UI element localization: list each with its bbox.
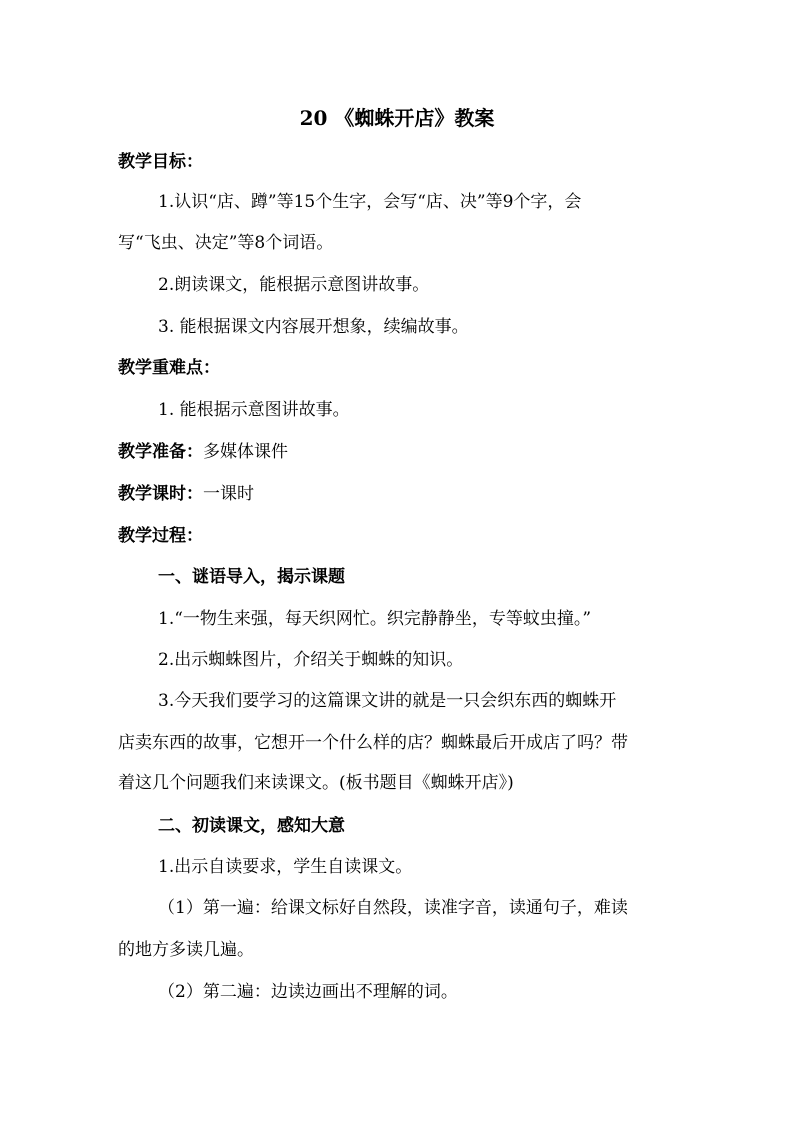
section-1-item-3-line-3: 着这几个问题我们来读课文。(板书题目《蜘蛛开店》) [118, 773, 514, 793]
goals-heading: 教学目标： [118, 152, 203, 172]
section-2-sub-1-line-2: 的地方多读几遍。 [118, 940, 254, 960]
preparation-label: 教学准备： [118, 442, 203, 462]
section-2-sub-1-line-1: （1）第一遍：给课文标好自然段，读准字音，读通句子，难读 [158, 898, 628, 918]
section-1-heading: 一、谜语导入，揭示课题 [158, 567, 345, 587]
process-heading: 教学过程： [118, 526, 203, 546]
section-2-item-1: 1.出示自读要求，学生自读课文。 [158, 857, 413, 877]
key-point-1: 1. 能根据示意图讲故事。 [158, 400, 350, 420]
section-2-heading: 二、初读课文，感知大意 [158, 816, 345, 836]
section-2-sub-2: （2）第二遍：边读边画出不理解的词。 [158, 982, 458, 1002]
goal-3: 3. 能根据课文内容展开想象，续编故事。 [158, 317, 469, 337]
preparation-value: 多媒体课件 [203, 442, 288, 462]
key-points-heading: 教学重难点： [118, 358, 220, 378]
document-title: 20 《蜘蛛开店》教案 [299, 106, 495, 130]
class-hours-value: 一课时 [203, 484, 254, 504]
section-1-item-3-line-2: 店卖东西的故事，它想开一个什么样的店？蜘蛛最后开成店了吗？带 [118, 733, 628, 753]
section-1-item-1: 1.“一物生来强，每天织网忙。织完静静坐，专等蚊虫撞。” [158, 609, 592, 629]
section-1-item-2: 2.出示蜘蛛图片，介绍关于蜘蛛的知识。 [158, 650, 464, 670]
goal-2: 2.朗读课文，能根据示意图讲故事。 [158, 275, 430, 295]
class-hours-row [0, 482, 794, 506]
goal-1-line-2: 写“飞虫、决定”等8个词语。 [118, 233, 334, 253]
preparation-row [0, 440, 794, 464]
goal-1-line-1: 1.认识“店、蹲”等15个生字，会写“店、决”等9个字，会 [158, 192, 582, 212]
section-1-item-3-line-1: 3.今天我们要学习的这篇课文讲的就是一只会织东西的蜘蛛开 [158, 691, 617, 711]
class-hours-label: 教学课时： [118, 484, 203, 504]
